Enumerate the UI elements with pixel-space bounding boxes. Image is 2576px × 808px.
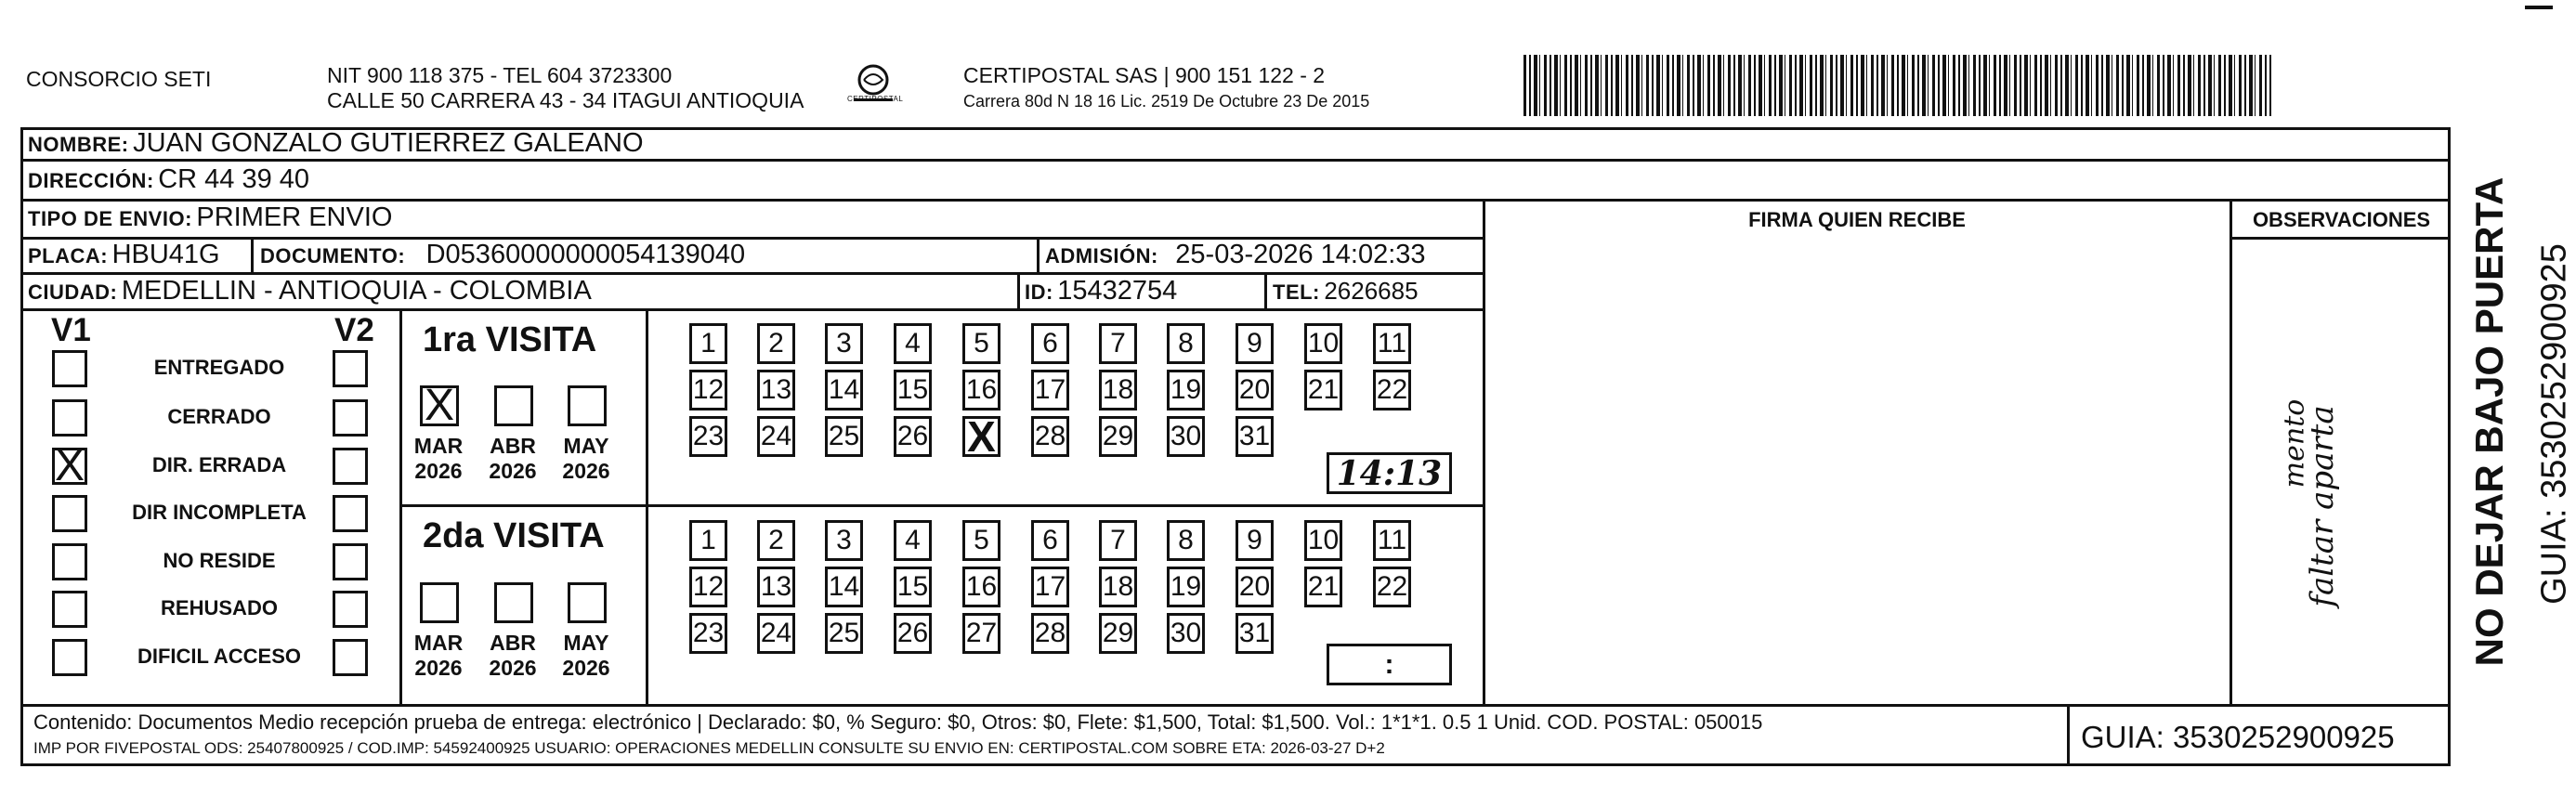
status-label: ENTREGADO bbox=[153, 356, 285, 379]
visit1-day-box[interactable]: 23 bbox=[689, 416, 727, 457]
visit2-day-box[interactable]: 28 bbox=[1031, 613, 1069, 654]
visit1-day-box[interactable]: 15 bbox=[894, 370, 932, 411]
visit1-time-value: 14:13 bbox=[1336, 453, 1443, 493]
status-v2-checkbox[interactable] bbox=[333, 495, 368, 532]
corner-mark bbox=[2525, 6, 2553, 9]
visit1-day-box[interactable]: 22 bbox=[1373, 370, 1411, 411]
status-v1-checkbox[interactable] bbox=[52, 591, 87, 628]
visit2-day-box[interactable]: 18 bbox=[1099, 567, 1137, 607]
status-label: NO RESIDE bbox=[163, 549, 276, 572]
admision-cell bbox=[1045, 240, 1426, 270]
visit2-day-box[interactable]: 7 bbox=[1099, 520, 1137, 561]
visit2-day-box[interactable]: 2 bbox=[757, 520, 795, 561]
visit2-day-box[interactable]: 3 bbox=[825, 520, 863, 561]
tel-label: TEL: bbox=[1273, 280, 1320, 304]
visit2-day-box[interactable]: 21 bbox=[1304, 567, 1342, 607]
admision-value: 25-03-2026 14:02:33 bbox=[1175, 240, 1426, 269]
documento-value: D05360000000054139040 bbox=[425, 240, 746, 269]
admision-label: ADMISIÓN: bbox=[1045, 244, 1158, 267]
tel-value: 2626685 bbox=[1324, 277, 1419, 305]
handwritten-note-line2: mento bbox=[2278, 398, 2311, 489]
visit1-day-box[interactable]: 19 bbox=[1167, 370, 1205, 411]
visit2-day-box[interactable]: 29 bbox=[1099, 613, 1137, 654]
placa-label: PLACA: bbox=[28, 244, 109, 267]
visit2-day-box[interactable]: 17 bbox=[1031, 567, 1069, 607]
visit2-day-box[interactable]: 31 bbox=[1236, 613, 1274, 654]
logo-caption: CERTIPOSTAL bbox=[847, 95, 904, 103]
firma-label: FIRMA QUIEN RECIBE bbox=[1748, 208, 1966, 231]
footer-imp: IMP POR FIVEPOSTAL ODS: 25407800925 / COD.IMP: 54592400925 USUARIO: OPERACIONES MEDELLIN CONSULTE SU ENVIO EN: CERTIPOSTAL.COM SOBRE ETA: 2026-03-27 D+2 bbox=[33, 739, 1385, 757]
visit2-day-box[interactable]: 15 bbox=[894, 567, 932, 607]
visit1-day-box[interactable]: 18 bbox=[1099, 370, 1137, 411]
visit1-day-box[interactable]: X bbox=[962, 416, 1000, 457]
visit1-day-box[interactable]: 11 bbox=[1373, 323, 1411, 364]
status-v2-checkbox[interactable] bbox=[333, 543, 368, 580]
status-label: DIR INCOMPLETA bbox=[132, 501, 307, 524]
visit1-months-checkbox[interactable] bbox=[568, 385, 607, 426]
visit2-months-label: ABR 2026 bbox=[489, 631, 537, 680]
direccion-label: DIRECCIÓN: bbox=[28, 169, 154, 192]
tipo-value: PRIMER ENVIO bbox=[196, 202, 393, 232]
address-line: CALLE 50 CARRERA 43 - 34 ITAGUI ANTIOQUIA bbox=[327, 88, 804, 112]
visit2-day-box[interactable]: 8 bbox=[1167, 520, 1205, 561]
placa-cell bbox=[28, 240, 220, 270]
visit2-day-box[interactable]: 10 bbox=[1304, 520, 1342, 561]
visit1-day-box[interactable]: 10 bbox=[1304, 323, 1342, 364]
visit1-months-checkbox[interactable]: X bbox=[420, 385, 459, 426]
visit1-day-box[interactable]: 9 bbox=[1236, 323, 1274, 364]
visit2-day-box[interactable]: 6 bbox=[1031, 520, 1069, 561]
documento-label: DOCUMENTO: bbox=[260, 244, 406, 267]
direccion-value: CR 44 39 40 bbox=[158, 164, 310, 194]
visit2-day-box[interactable]: 23 bbox=[689, 613, 727, 654]
visit2-day-box[interactable]: 27 bbox=[962, 613, 1000, 654]
company-name: CONSORCIO SETI bbox=[26, 67, 212, 91]
visit2-day-box[interactable]: 11 bbox=[1373, 520, 1411, 561]
visit1-day-box[interactable]: 20 bbox=[1236, 370, 1274, 411]
status-v1-checkbox[interactable] bbox=[52, 399, 87, 437]
nombre-label: NOMBRE: bbox=[28, 133, 129, 156]
status-v2-checkbox[interactable] bbox=[333, 448, 368, 485]
visit2-day-box[interactable]: 13 bbox=[757, 567, 795, 607]
visit1-day-box[interactable]: 16 bbox=[962, 370, 1000, 411]
status-v1-checkbox[interactable] bbox=[52, 543, 87, 580]
visit1-day-box[interactable]: 21 bbox=[1304, 370, 1342, 411]
side-warning: NO DEJAR BAJO PUERTA bbox=[2467, 176, 2511, 667]
status-label: DIR. ERRADA bbox=[151, 453, 287, 476]
status-label: REHUSADO bbox=[161, 596, 278, 619]
visit1-months-label: ABR 2026 bbox=[489, 434, 537, 483]
tipo-row bbox=[28, 202, 392, 233]
status-v1-checkbox[interactable] bbox=[52, 639, 87, 676]
visit1-day-box[interactable]: 31 bbox=[1236, 416, 1274, 457]
tipo-label: TIPO DE ENVIO: bbox=[28, 207, 192, 230]
id-value: 15432754 bbox=[1057, 276, 1178, 306]
status-label: CERRADO bbox=[167, 405, 271, 428]
footer-contenido: Contenido: Documentos Medio recepción prueba de entrega: electrónico | Declarado: $0, % Seguro: $0, Otros: $0, Flete: $1,500, Total: $1,500. Vol.: 1*1*1. 0.5 1 Unid. COD. POSTAL: 050015 bbox=[33, 710, 1763, 734]
nombre-row bbox=[28, 128, 644, 159]
ciudad-value: MEDELLIN - ANTIOQUIA - COLOMBIA bbox=[121, 276, 592, 306]
visit2-time-value: : bbox=[1384, 648, 1394, 680]
barcode bbox=[1523, 55, 2271, 116]
visit1-day-box[interactable]: 26 bbox=[894, 416, 932, 457]
ciudad-label: CIUDAD: bbox=[28, 280, 118, 304]
visit1-day-box[interactable]: 6 bbox=[1031, 323, 1069, 364]
footer-guia: GUIA: 3530252900925 bbox=[2081, 720, 2395, 754]
visit2-months-checkbox[interactable] bbox=[568, 582, 607, 623]
visit2-months-checkbox[interactable] bbox=[420, 582, 459, 623]
visit1-day-box[interactable]: 5 bbox=[962, 323, 1000, 364]
ciudad-cell bbox=[28, 276, 592, 306]
visit2-day-box[interactable]: 1 bbox=[689, 520, 727, 561]
visit1-day-box[interactable]: 14 bbox=[825, 370, 863, 411]
id-label: ID: bbox=[1025, 280, 1053, 304]
carrier-address: Carrera 80d N 18 16 Lic. 2519 De Octubre 23 De 2015 bbox=[963, 92, 1370, 111]
nombre-value: JUAN GONZALO GUTIERREZ GALEANO bbox=[133, 128, 644, 158]
visit1-time-box[interactable] bbox=[1327, 452, 1452, 494]
visit2-day-box[interactable]: 20 bbox=[1236, 567, 1274, 607]
visit1-day-box[interactable]: 4 bbox=[894, 323, 932, 364]
status-v2-checkbox[interactable] bbox=[333, 639, 368, 676]
visit2-day-box[interactable]: 22 bbox=[1373, 567, 1411, 607]
status-v2-checkbox[interactable] bbox=[333, 350, 368, 387]
visit1-day-box[interactable]: 8 bbox=[1167, 323, 1205, 364]
status-v1-checkbox[interactable] bbox=[52, 350, 87, 387]
tel-cell bbox=[1273, 277, 1419, 306]
visit2-title: 2da VISITA bbox=[423, 516, 605, 555]
v1-label: V1 bbox=[51, 312, 91, 348]
handwritten-note-line1: faltar aparta bbox=[2304, 405, 2341, 607]
id-cell bbox=[1025, 276, 1177, 306]
visit2-day-box[interactable]: 19 bbox=[1167, 567, 1205, 607]
visit2-day-box[interactable]: 30 bbox=[1167, 613, 1205, 654]
visit1-months-label: MAY 2026 bbox=[562, 434, 610, 483]
visit1-day-box[interactable]: 7 bbox=[1099, 323, 1137, 364]
visit2-months-label: MAY 2026 bbox=[562, 631, 610, 680]
status-v1-checkbox[interactable] bbox=[52, 495, 87, 532]
visit2-day-box[interactable]: 25 bbox=[825, 613, 863, 654]
observaciones-label: OBSERVACIONES bbox=[2252, 208, 2431, 231]
visit1-day-box[interactable]: 30 bbox=[1167, 416, 1205, 457]
visit2-day-box[interactable]: 24 bbox=[757, 613, 795, 654]
visit1-day-box[interactable]: 12 bbox=[689, 370, 727, 411]
visit2-day-box[interactable]: 5 bbox=[962, 520, 1000, 561]
side-guia: GUIA: 3530252900925 bbox=[2534, 243, 2574, 605]
visit2-day-box[interactable]: 16 bbox=[962, 567, 1000, 607]
status-label: DIFICIL ACCESO bbox=[137, 645, 301, 668]
visit2-months-label: MAR 2026 bbox=[413, 631, 464, 680]
status-v2-checkbox[interactable] bbox=[333, 591, 368, 628]
visit1-day-box[interactable]: 1 bbox=[689, 323, 727, 364]
visit2-day-box[interactable]: 26 bbox=[894, 613, 932, 654]
visit1-day-box[interactable]: 24 bbox=[757, 416, 795, 457]
status-v2-checkbox[interactable] bbox=[333, 399, 368, 437]
visit2-time-box[interactable] bbox=[1327, 644, 1452, 685]
visit2-day-box[interactable]: 9 bbox=[1236, 520, 1274, 561]
visit1-day-box[interactable]: 13 bbox=[757, 370, 795, 411]
placa-value: HBU41G bbox=[111, 240, 220, 269]
visit1-months-label: MAR 2026 bbox=[413, 434, 464, 483]
visit2-day-box[interactable]: 12 bbox=[689, 567, 727, 607]
visit2-day-box[interactable]: 4 bbox=[894, 520, 932, 561]
visit1-day-box[interactable]: 2 bbox=[757, 323, 795, 364]
visit1-title: 1ra VISITA bbox=[423, 320, 597, 359]
visit1-day-box[interactable]: 28 bbox=[1031, 416, 1069, 457]
documento-cell bbox=[260, 240, 745, 270]
visit2-months-checkbox[interactable] bbox=[494, 582, 533, 623]
visit1-day-box[interactable]: 25 bbox=[825, 416, 863, 457]
status-v1-checkbox[interactable]: X bbox=[52, 448, 87, 485]
v2-label: V2 bbox=[334, 312, 374, 348]
nit-line: NIT 900 118 375 - TEL 604 3723300 bbox=[327, 63, 673, 87]
carrier-line: CERTIPOSTAL SAS | 900 151 122 - 2 bbox=[963, 63, 1326, 87]
visit1-day-box[interactable]: 17 bbox=[1031, 370, 1069, 411]
visit1-day-box[interactable]: 3 bbox=[825, 323, 863, 364]
visit1-day-box[interactable]: 29 bbox=[1099, 416, 1137, 457]
visit1-months-checkbox[interactable] bbox=[494, 385, 533, 426]
visit2-day-box[interactable]: 14 bbox=[825, 567, 863, 607]
direccion-row bbox=[28, 164, 309, 195]
